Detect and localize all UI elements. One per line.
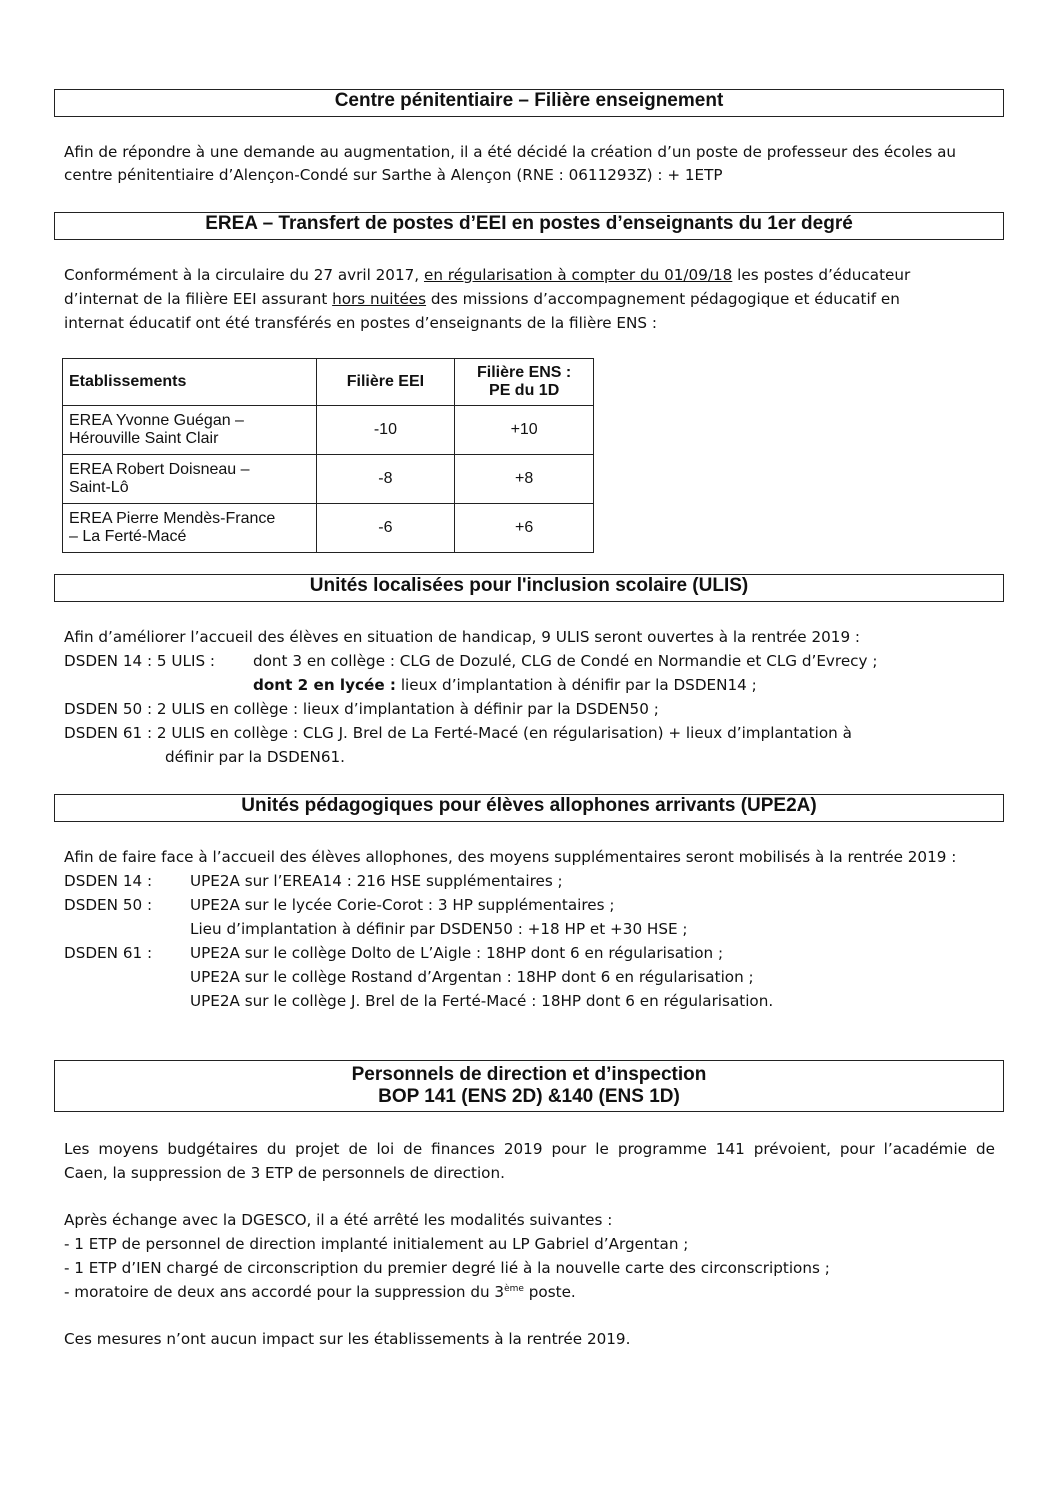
header-line: Filière ENS :: [477, 364, 572, 381]
underlined-text: en régularisation à compter du 01/09/18: [423, 266, 733, 284]
paragraph-line: [64, 264, 910, 287]
header-line: PE du 1D: [489, 382, 560, 399]
paragraph-line: Afin d’améliorer l’accueil des élèves en situation de handicap, 9 ULIS seront ouvertes à la rentrée 2019 :: [64, 628, 861, 646]
paragraph-line: UPE2A sur l’EREA14 : 216 HSE supplémentaires ;: [190, 872, 563, 890]
cell-line: Saint-Lô: [69, 479, 129, 496]
dsden-label: DSDEN 14 :: [64, 872, 153, 890]
text-span: poste.: [523, 1283, 576, 1301]
cell-line: EREA Pierre Mendès-France: [69, 510, 276, 527]
cell-line: EREA Yvonne Guégan –: [69, 412, 244, 429]
table-row: [63, 406, 594, 455]
column-header: [455, 359, 594, 406]
section-header-ulis: [54, 574, 1004, 602]
dsden-label: DSDEN 61 :: [64, 944, 153, 962]
bold-text: dont 2 en lycée :: [253, 676, 396, 694]
paragraph-line: Caen, la suppression de 3 ETP de personnels de direction.: [64, 1164, 505, 1182]
section-title: Unités localisées pour l'inclusion scolaire (ULIS): [309, 575, 749, 596]
paragraph-line: DSDEN 14 : 5 ULIS :: [64, 652, 216, 670]
dsden-label: DSDEN 50 :: [64, 896, 153, 914]
section-title: Centre pénitentiaire – Filière enseignement: [334, 90, 724, 111]
table-cell: [63, 504, 317, 553]
text-span: des missions d’accompagnement pédagogique et éducatif en: [426, 290, 900, 308]
paragraph-line: internat éducatif ont été transférés en postes d’enseignants de la filière ENS :: [64, 314, 657, 332]
table-row: [63, 455, 594, 504]
paragraph-line: DSDEN 50 : 2 ULIS en collège : lieux d’implantation à définir par la DSDEN50 ;: [64, 700, 659, 718]
section-header-personnels: [54, 1060, 1004, 1112]
section-title: EREA – Transfert de postes d’EEI en postes d’enseignants du 1er degré: [205, 213, 853, 234]
table-cell: [63, 455, 317, 504]
cell-line: – La Ferté-Macé: [69, 528, 187, 545]
paragraph-line: Ces mesures n’ont aucun impact sur les établissements à la rentrée 2019.: [64, 1330, 631, 1348]
section-subtitle: BOP 141 (ENS 2D) &140 (ENS 1D): [378, 1086, 680, 1107]
paragraph-line: centre pénitentiaire d’Alençon-Condé sur Sarthe à Alençon (RNE : 0611293Z) : + 1ETP: [64, 166, 723, 184]
table-cell: [63, 406, 317, 455]
table-cell: +6: [455, 504, 594, 553]
bullet-line: - 1 ETP d’IEN chargé de circonscription du premier degré lié à la nouvelle carte des circonscriptions ;: [64, 1259, 830, 1277]
table-cell: -10: [316, 406, 455, 455]
text-span: Conformément à la circulaire du 27 avril 2017,: [64, 266, 424, 284]
paragraph-line: DSDEN 61 : 2 ULIS en collège : CLG J. Brel de La Ferté-Macé (en régularisation) + lieux d’implantation à: [64, 724, 852, 742]
text-span: les postes d’éducateur: [732, 266, 911, 284]
paragraph-line: UPE2A sur le collège Dolto de L’Aigle : 18HP dont 6 en régularisation ;: [190, 944, 724, 962]
paragraph-line: Lieu d’implantation à définir par DSDEN50 : +18 HP et +30 HSE ;: [190, 920, 688, 938]
paragraph-line: [253, 674, 757, 697]
paragraph-line: Après échange avec la DGESCO, il a été arrêté les modalités suivantes :: [64, 1211, 613, 1229]
paragraph-line: Afin de faire face à l’accueil des élèves allophones, des moyens supplémentaires seront mobilisés à la rentrée 2019 :: [64, 848, 957, 866]
paragraph-line: définir par la DSDEN61.: [165, 748, 345, 766]
section-title: Personnels de direction et d’inspection: [351, 1064, 707, 1085]
table-row: [63, 504, 594, 553]
text-span: d’internat de la filière EEI assurant: [64, 290, 333, 308]
bullet-line: - 1 ETP de personnel de direction implanté initialement au LP Gabriel d’Argentan ;: [64, 1235, 689, 1253]
table-cell: -8: [316, 455, 455, 504]
table-cell: -6: [316, 504, 455, 553]
column-header: Etablissements: [63, 359, 317, 406]
section-title: Unités pédagogiques pour élèves allophones arrivants (UPE2A): [241, 795, 817, 816]
bullet-line: [64, 1281, 576, 1304]
section-header-upe2a: [54, 794, 1004, 822]
paragraph-line: Les moyens budgétaires du projet de loi de finances 2019 pour le programme 141 prévoient, pour l’académie de: [64, 1140, 995, 1158]
paragraph-line: UPE2A sur le collège J. Brel de la Ferté-Macé : 18HP dont 6 en régularisation.: [190, 992, 774, 1010]
paragraph-line: Afin de répondre à une demande au augmentation, il a été décidé la création d’un poste de professeur des écoles au: [64, 143, 957, 161]
superscript: ème: [504, 1283, 524, 1294]
text-span: lieux d’implantation à dénifir par la DSDEN14 ;: [396, 676, 757, 694]
erea-transfer-table: [62, 358, 594, 553]
table-cell: +10: [455, 406, 594, 455]
section-header-erea: [54, 212, 1004, 240]
underlined-text: hors nuitées: [332, 290, 427, 308]
paragraph-line: UPE2A sur le lycée Corie-Corot : 3 HP supplémentaires ;: [190, 896, 615, 914]
cell-line: EREA Robert Doisneau –: [69, 461, 250, 478]
column-header: Filière EEI: [316, 359, 455, 406]
section-header-centre-penitentiaire: [54, 89, 1004, 117]
paragraph-line: dont 3 en collège : CLG de Dozulé, CLG de Condé en Normandie et CLG d’Evrecy ;: [253, 652, 878, 670]
paragraph-line: [64, 288, 900, 311]
cell-line: Hérouville Saint Clair: [69, 430, 219, 447]
text-span: - moratoire de deux ans accordé pour la suppression du 3: [64, 1283, 505, 1301]
paragraph-line: UPE2A sur le collège Rostand d’Argentan : 18HP dont 6 en régularisation ;: [190, 968, 754, 986]
table-cell: +8: [455, 455, 594, 504]
table-header-row: [63, 359, 594, 406]
